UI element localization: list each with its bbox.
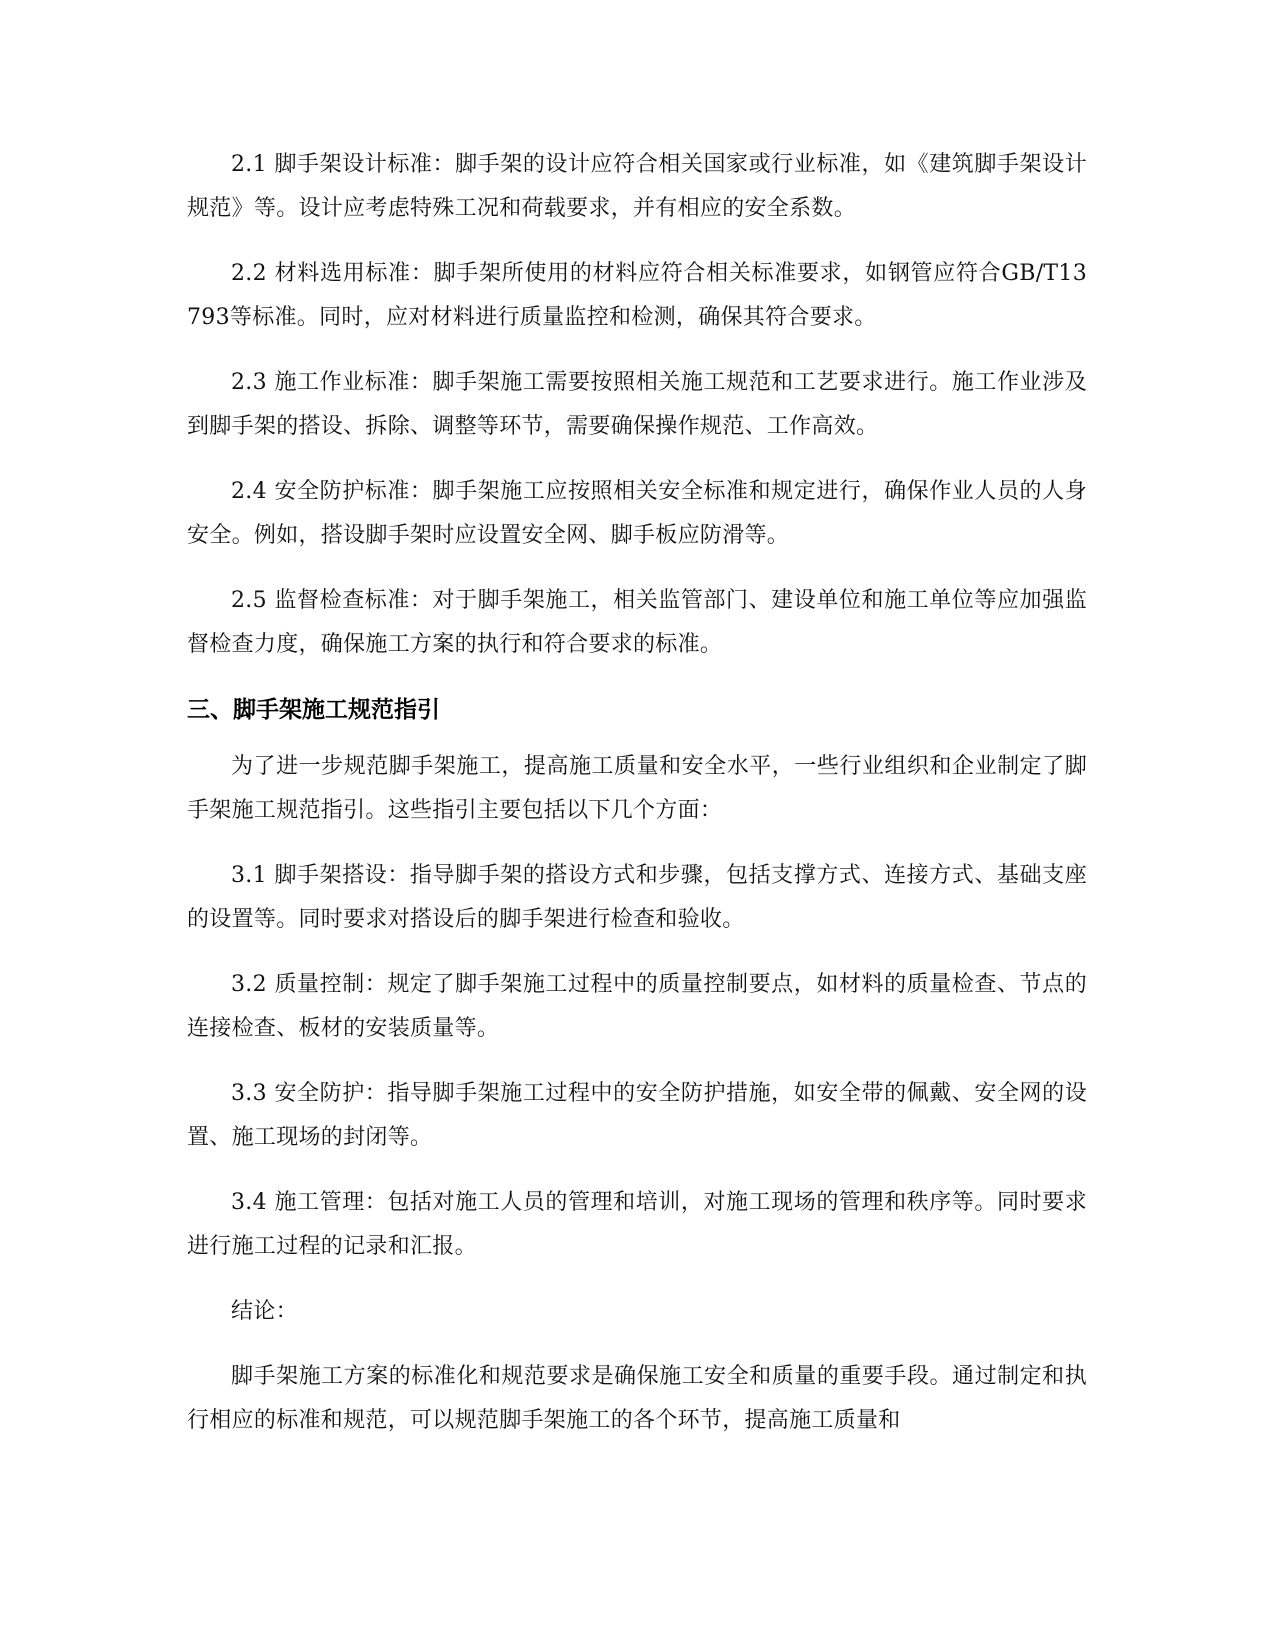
paragraph-2-1: 2.1 脚手架设计标准：脚手架的设计应符合相关国家或行业标准，如《建筑脚手架设计规范》等。设计应考虑特殊工况和荷载要求，并有相应的安全系数。 [187,152,1087,221]
paragraph-2-4: 2.4 安全防护标准：脚手架施工应按照相关安全标准和规定进行，确保作业人员的人身安全。例如，搭设脚手架时应设置安全网、脚手板应防滑等。 [187,479,1087,548]
conclusion-label: 结论： [231,1299,298,1324]
paragraph-3-4: 3.4 施工管理：包括对施工人员的管理和培训，对施工现场的管理和秩序等。同时要求进行施工过程的记录和汇报。 [187,1190,1087,1259]
paragraph-3-3: 3.3 安全防护：指导脚手架施工过程中的安全防护措施，如安全带的佩戴、安全网的设置、施工现场的封闭等。 [187,1081,1087,1150]
document-body [187,143,1087,1464]
paragraph-2-5: 2.5 监督检查标准：对于脚手架施工，相关监管部门、建设单位和施工单位等应加强监督检查力度，确保施工方案的执行和符合要求的标准。 [187,588,1087,657]
section-heading: 三、脚手架施工规范指引 [187,697,440,723]
paragraph-3-1: 3.1 脚手架搭设：指导脚手架的搭设方式和步骤，包括支撑方式、连接方式、基础支座的设置等。同时要求对搭设后的脚手架进行检查和验收。 [187,863,1087,932]
paragraph-2-2: 2.2 材料选用标准：脚手架所使用的材料应符合相关标准要求，如钢管应符合GB/T13793等标准。同时，应对材料进行质量监控和检测，确保其符合要求。 [187,261,1087,330]
paragraph-2-3: 2.3 施工作业标准：脚手架施工需要按照相关施工规范和工艺要求进行。施工作业涉及到脚手架的搭设、拆除、调整等环节，需要确保操作规范、工作高效。 [187,370,1087,439]
paragraph-intro: 为了进一步规范脚手架施工，提高施工质量和安全水平，一些行业组织和企业制定了脚手架施工规范指引。这些指引主要包括以下几个方面： [187,754,1087,823]
paragraph-3-2: 3.2 质量控制：规定了脚手架施工过程中的质量控制要点，如材料的质量检查、节点的连接检查、板材的安装质量等。 [187,972,1087,1041]
paragraph-conclusion: 脚手架施工方案的标准化和规范要求是确保施工安全和质量的重要手段。通过制定和执行相应的标准和规范，可以规范脚手架施工的各个环节，提高施工质量和 [187,1364,1087,1433]
